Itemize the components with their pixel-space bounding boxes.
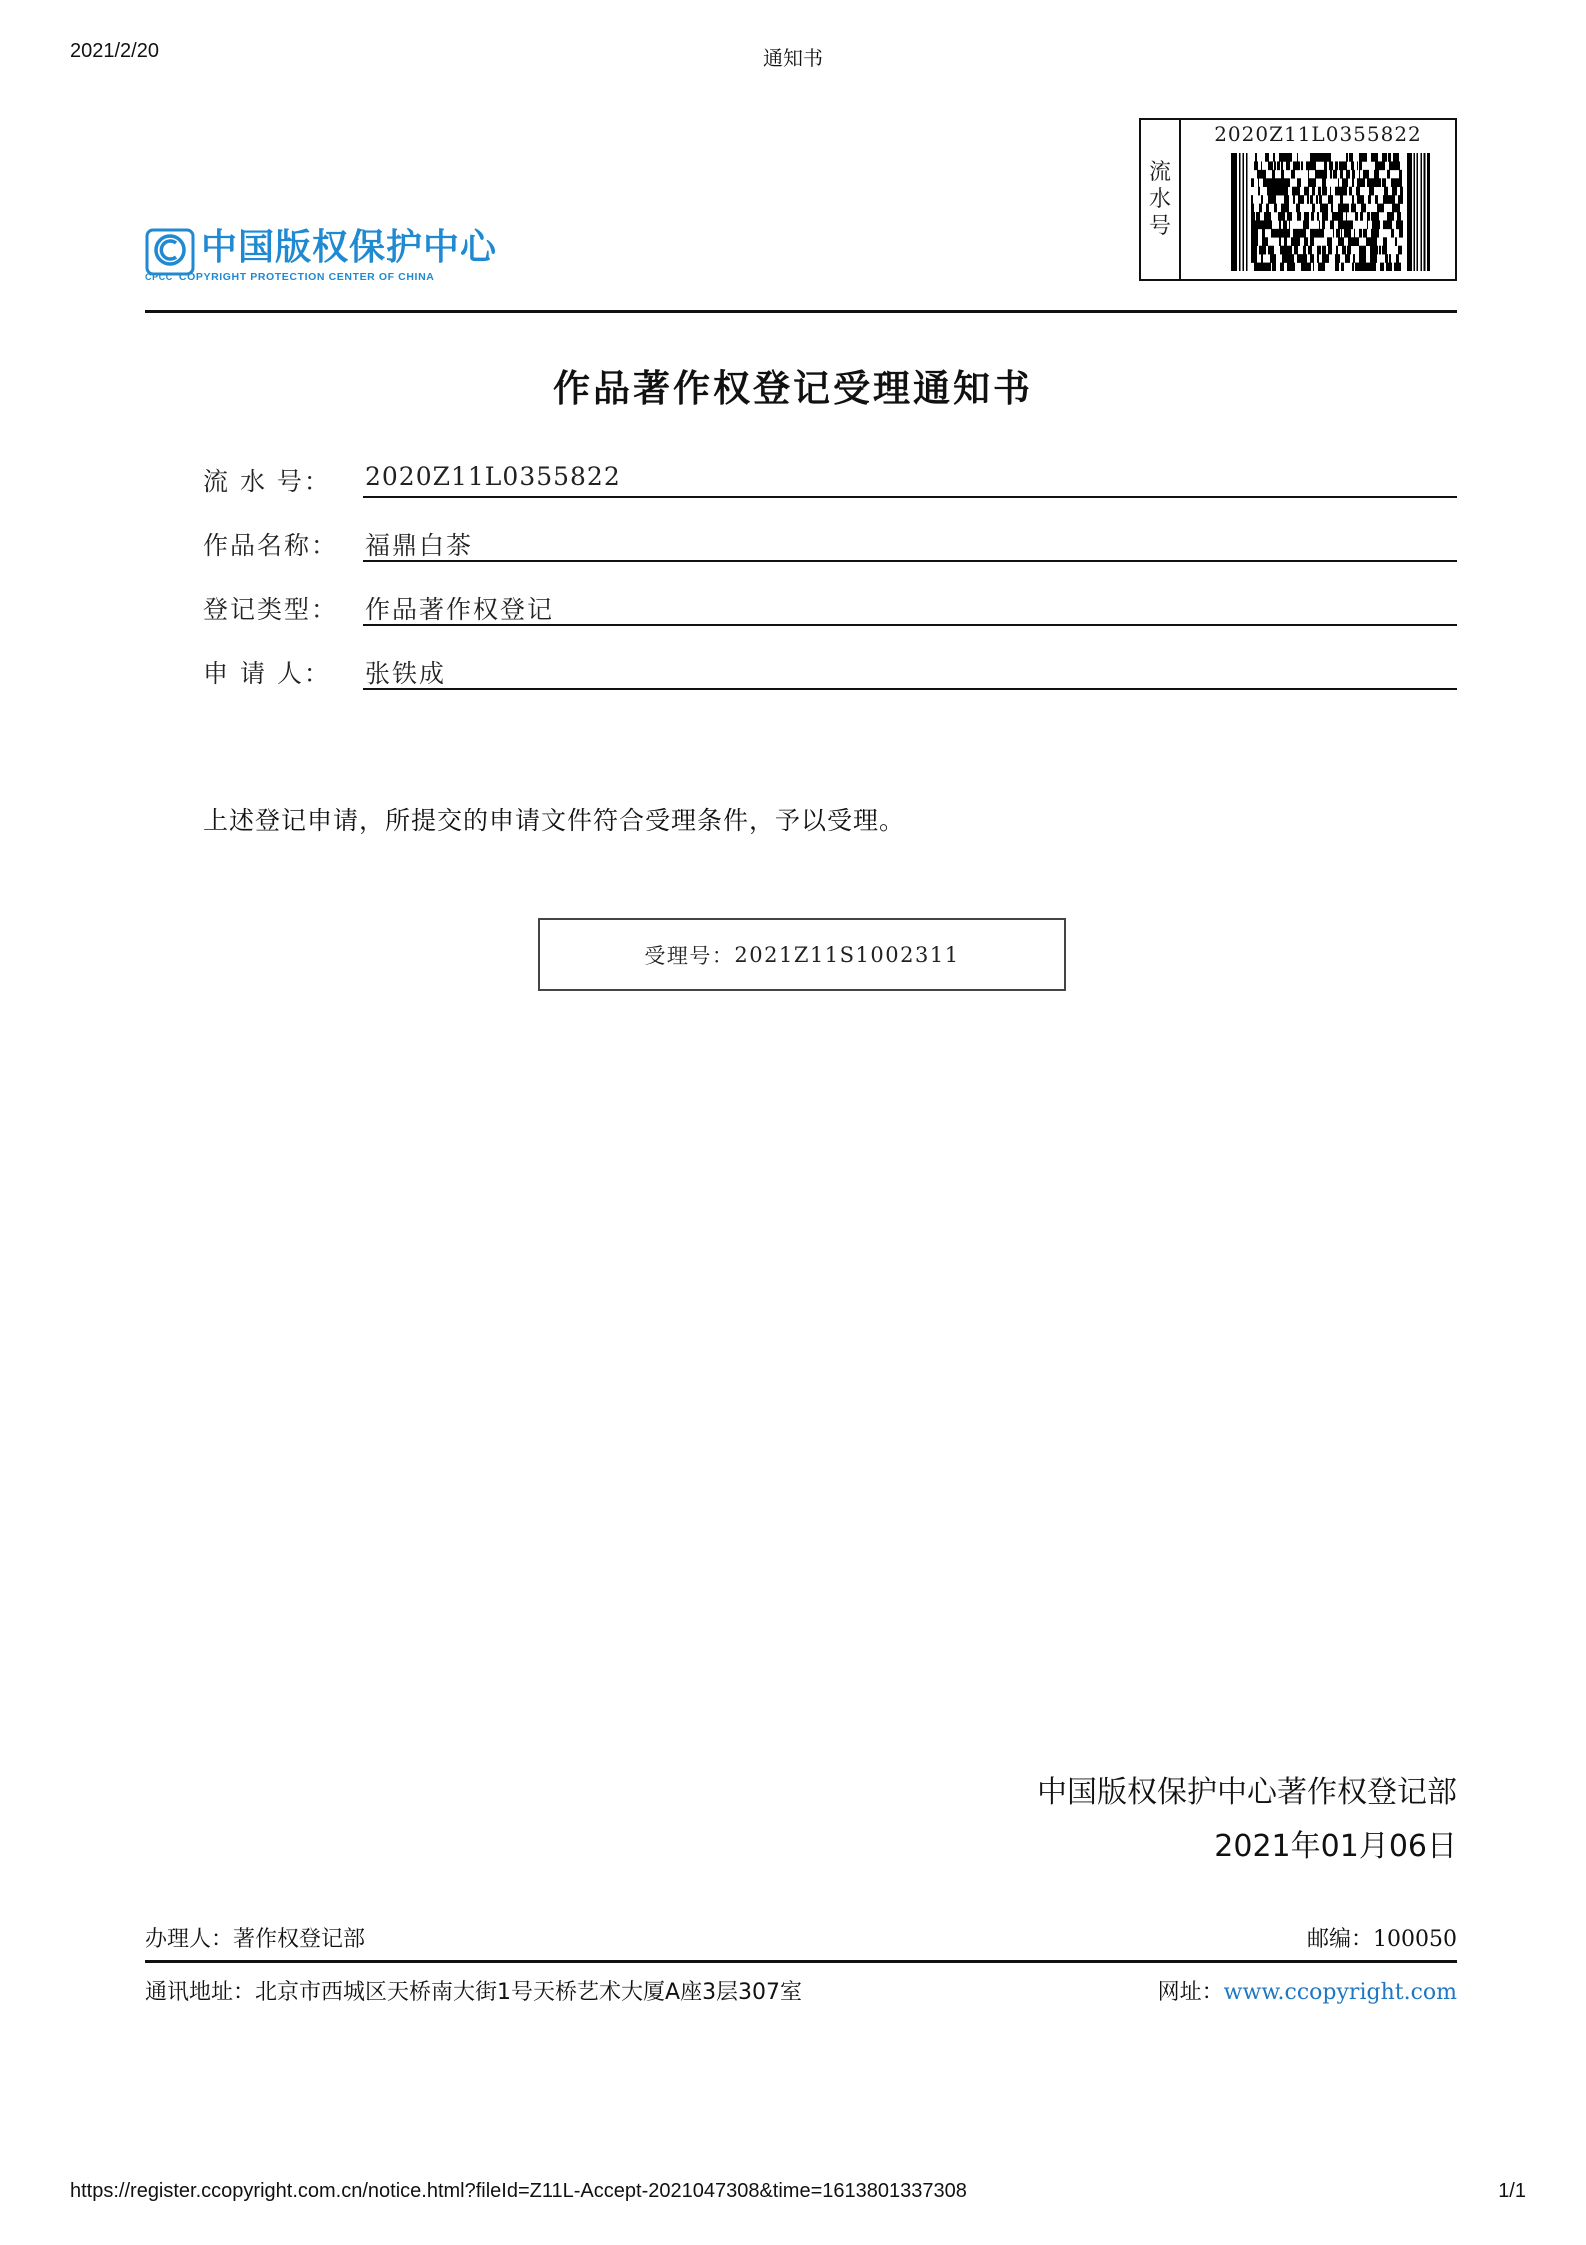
- print-page-title: 通知书: [763, 46, 823, 70]
- field-value: 福鼎白茶: [363, 526, 1457, 562]
- field-work-name: [203, 526, 1457, 566]
- issuing-organization: 中国版权保护中心著作权登记部: [1037, 1775, 1457, 1810]
- field-value: 2020Z11L0355822: [363, 462, 1457, 498]
- field-serial: [203, 462, 1457, 502]
- field-value: 张铁成: [363, 654, 1457, 690]
- pdf417-barcode: [1231, 153, 1431, 271]
- serial-side-label: [1141, 120, 1181, 279]
- document-title: 作品著作权登记受理通知书: [553, 367, 1033, 410]
- serial-number-text: 2020Z11L0355822: [1214, 122, 1422, 146]
- address-label: 通讯地址：: [145, 1980, 256, 2005]
- logo-name-cn: 中国版权保护中心: [201, 227, 498, 268]
- website-label: 网址：: [1157, 1980, 1224, 2005]
- acceptance-statement: 上述登记申请，所提交的申请文件符合受理条件，予以受理。: [203, 806, 906, 835]
- acceptance-number-box: [538, 918, 1066, 991]
- acceptance-label: 受理号：: [644, 943, 735, 968]
- handler-label: 办理人：: [145, 1927, 234, 1952]
- field-value: 作品著作权登记: [363, 590, 1457, 626]
- postcode-value: 100050: [1373, 1927, 1457, 1952]
- field-registration-type: [203, 590, 1457, 630]
- serial-side-char: 流: [1148, 160, 1171, 185]
- print-date: 2021/2/20: [70, 40, 159, 62]
- footer-address-row: [145, 1975, 1457, 2015]
- logo-abbr: CPCC: [145, 272, 173, 282]
- print-page-number: 1/1: [1498, 2180, 1526, 2202]
- header-divider: [145, 310, 1457, 313]
- field-label: 流 水 号：: [203, 467, 331, 496]
- postcode-label: 邮编：: [1307, 1927, 1374, 1952]
- print-url: https://register.ccopyright.com.cn/notice.html?fileId=Z11L-Accept-2021047308&time=1613801337308: [70, 2180, 967, 2202]
- website-info: [1158, 1975, 1457, 2006]
- website-link[interactable]: www.ccopyright.com: [1223, 1980, 1457, 2005]
- postcode-info: [1307, 1922, 1457, 1953]
- handler-info: [145, 1922, 365, 1953]
- cpcc-logo: [145, 228, 515, 286]
- serial-side-char: 水: [1148, 187, 1171, 212]
- serial-side-char: 号: [1148, 214, 1171, 239]
- logo-name-en: [145, 271, 434, 283]
- address-value: 北京市西城区天桥南大街1号天桥艺术大厦A座3层307室: [255, 1980, 803, 2005]
- field-label: 作品名称：: [203, 531, 339, 560]
- issue-date: 2021年01月06日: [1214, 1829, 1457, 1864]
- footer-handler-row: [145, 1922, 1457, 1962]
- copyright-emblem-icon: [145, 228, 195, 276]
- address-info: [145, 1975, 802, 2006]
- field-label: 登记类型：: [203, 595, 339, 624]
- field-applicant: [203, 654, 1457, 694]
- logo-name-en-text: COPYRIGHT PROTECTION CENTER OF CHINA: [178, 271, 435, 283]
- footer-divider: [145, 1960, 1457, 1963]
- field-label: 申 请 人：: [203, 659, 331, 688]
- handler-value: 著作权登记部: [233, 1927, 366, 1952]
- serial-number-box: [1139, 118, 1457, 281]
- acceptance-number: 2021Z11S1002311: [734, 942, 960, 967]
